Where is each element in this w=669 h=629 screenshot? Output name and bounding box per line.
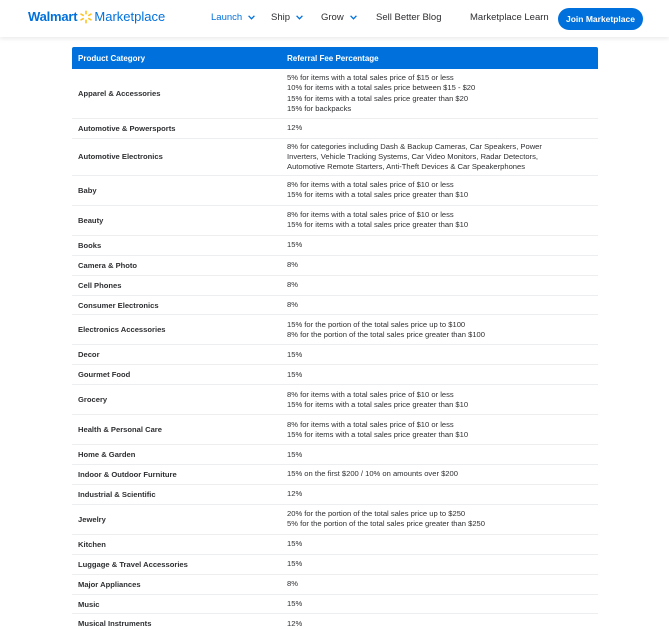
- column-header-fee: Referral Fee Percentage: [287, 53, 379, 63]
- fee-cell: [287, 509, 598, 529]
- table-header: [72, 47, 598, 69]
- fee-line: 15%: [287, 369, 303, 379]
- fee-cell: [287, 619, 598, 629]
- fee-line: 15%: [287, 598, 303, 608]
- fee-line: 15% for items with a total sales price greater than $10: [287, 399, 469, 409]
- table-row: [72, 365, 598, 385]
- category-cell: Jewelry: [78, 514, 106, 524]
- nav-ship[interactable]: [271, 12, 303, 23]
- fee-line: 8% for categories including Dash & Backup Cameras, Car Speakers, Power: [287, 141, 542, 151]
- nav-sell-better-blog-label: Sell Better Blog: [376, 12, 442, 23]
- fee-line: 8%: [287, 260, 298, 270]
- logo-product: Marketplace: [94, 9, 166, 24]
- category-cell: Automotive Electronics: [78, 152, 163, 162]
- fee-line: 8%: [287, 299, 298, 309]
- category-cell: Beauty: [78, 215, 104, 225]
- fee-line: 5% for the portion of the total sales price greater than $250: [287, 519, 485, 529]
- site-header: [0, 0, 669, 37]
- fee-line: 8%: [287, 280, 298, 290]
- table-row: [72, 445, 598, 465]
- table-row: [72, 505, 598, 535]
- fee-cell: [287, 300, 598, 310]
- fee-cell: [287, 210, 598, 230]
- table-row: [72, 614, 598, 629]
- fee-cell: [287, 579, 598, 589]
- fee-cell: [287, 240, 598, 250]
- fee-cell: [287, 260, 598, 270]
- category-cell: Health & Personal Care: [78, 425, 162, 435]
- fee-line: Inverters, Vehicle Tracking Systems, Car Video Monitors, Radar Detectors,: [287, 151, 538, 161]
- nav-launch-label: Launch: [211, 12, 243, 23]
- fee-line: 8%: [287, 579, 298, 589]
- nav-grow-label: Grow: [321, 12, 344, 23]
- category-cell: Industrial & Scientific: [78, 489, 156, 499]
- nav-launch[interactable]: [211, 12, 255, 23]
- table-row: [72, 485, 598, 505]
- fee-line: 12%: [287, 618, 303, 628]
- fee-line: 15% for items with a total sales price greater than $10: [287, 220, 469, 230]
- category-cell: Music: [78, 599, 100, 609]
- nav-marketplace-learn[interactable]: [470, 12, 549, 23]
- category-cell: Kitchen: [78, 539, 106, 549]
- fee-cell: [287, 73, 598, 114]
- table-row: [72, 296, 598, 316]
- fee-cell: [287, 450, 598, 460]
- fee-line: 15% for backpacks: [287, 103, 352, 113]
- table-row: [72, 465, 598, 485]
- table-row: [72, 535, 598, 555]
- fee-line: 8% for items with a total sales price of $10 or less: [287, 180, 454, 190]
- fee-cell: [287, 539, 598, 549]
- fee-cell: [287, 142, 598, 173]
- fee-line: 15% for the portion of the total sales price up to $100: [287, 319, 466, 329]
- fee-cell: [287, 420, 598, 440]
- fee-line: 12%: [287, 489, 303, 499]
- fee-line: 15%: [287, 449, 303, 459]
- logo-brand: Walmart: [28, 9, 78, 24]
- category-cell: Books: [78, 240, 102, 250]
- category-cell: Gourmet Food: [78, 370, 131, 380]
- fee-line: 12%: [287, 123, 303, 133]
- chevron-down-icon: [296, 15, 303, 20]
- fee-line: 5% for items with a total sales price of $15 or less: [287, 73, 454, 83]
- fee-cell: [287, 469, 598, 479]
- category-cell: Apparel & Accessories: [78, 89, 161, 98]
- table-row: [72, 385, 598, 415]
- table-row: [72, 276, 598, 296]
- fee-line: 10% for items with a total sales price between $15 - $20: [287, 83, 476, 93]
- walmart-marketplace-logo[interactable]: [28, 9, 165, 24]
- fee-line: 8% for items with a total sales price of $10 or less: [287, 210, 454, 220]
- table-row: [72, 69, 598, 119]
- fee-line: 15%: [287, 539, 303, 549]
- fee-cell: [287, 599, 598, 609]
- chevron-down-icon: [350, 15, 357, 20]
- fee-line: 8% for items with a total sales price of $10 or less: [287, 389, 454, 399]
- fee-line: 15%: [287, 240, 303, 250]
- table-row: [72, 206, 598, 236]
- column-header-category: Product Category: [78, 53, 146, 63]
- category-cell: Decor: [78, 350, 100, 360]
- category-cell: Electronics Accessories: [78, 325, 166, 335]
- table-row: [72, 315, 598, 345]
- category-cell: Indoor & Outdoor Furniture: [78, 470, 177, 480]
- table-row: [72, 595, 598, 615]
- fee-cell: [287, 123, 598, 133]
- fee-cell: [287, 350, 598, 360]
- table-row: [72, 236, 598, 256]
- fee-cell: [287, 370, 598, 380]
- category-cell: Home & Garden: [78, 450, 136, 460]
- category-cell: Camera & Photo: [78, 260, 138, 270]
- category-cell: Musical Instruments: [78, 619, 152, 629]
- table-row: [72, 176, 598, 206]
- category-cell: Luggage & Travel Accessories: [78, 559, 188, 569]
- table-row: [72, 415, 598, 445]
- nav-sell-better-blog[interactable]: [376, 12, 441, 23]
- walmart-spark-icon: [79, 10, 93, 24]
- table-row: [72, 555, 598, 575]
- fee-line: 8% for items with a total sales price of $10 or less: [287, 419, 454, 429]
- fee-cell: [287, 390, 598, 410]
- category-cell: Cell Phones: [78, 280, 122, 290]
- fee-line: 15%: [287, 559, 303, 569]
- fee-line: 15% for items with a total sales price greater than $20: [287, 93, 469, 103]
- category-cell: Major Appliances: [78, 579, 141, 589]
- chevron-down-icon: [248, 15, 255, 20]
- table-row: [72, 575, 598, 595]
- category-cell: Automotive & Powersports: [78, 123, 176, 133]
- category-cell: Grocery: [78, 395, 108, 405]
- category-cell: Consumer Electronics: [78, 300, 159, 310]
- fee-line: 15% on the first $200 / 10% on amounts over $200: [287, 469, 458, 479]
- nav-ship-label: Ship: [271, 12, 291, 23]
- fee-line: 15%: [287, 349, 303, 359]
- nav-marketplace-learn-label: Marketplace Learn: [470, 12, 549, 23]
- join-marketplace-button[interactable]: Join Marketplace: [558, 8, 643, 30]
- fee-cell: [287, 320, 598, 340]
- category-cell: Baby: [78, 185, 97, 195]
- fee-cell: [287, 180, 598, 200]
- fee-cell: [287, 559, 598, 569]
- fee-cell: [287, 280, 598, 290]
- fee-line: Automotive Remote Starters, Anti-Theft Devices & Car Speakerphones: [287, 161, 526, 171]
- referral-fee-table: [72, 47, 598, 629]
- table-row: [72, 139, 598, 176]
- fee-line: 20% for the portion of the total sales price up to $250: [287, 509, 466, 519]
- fee-line: 8% for the portion of the total sales price greater than $100: [287, 329, 485, 339]
- fee-cell: [287, 489, 598, 499]
- nav-grow[interactable]: [321, 12, 357, 23]
- table-row: [72, 345, 598, 365]
- fee-line: 15% for items with a total sales price greater than $10: [287, 190, 469, 200]
- table-row: [72, 256, 598, 276]
- fee-line: 15% for items with a total sales price greater than $10: [287, 429, 469, 439]
- table-body: [72, 69, 598, 629]
- table-row: [72, 119, 598, 139]
